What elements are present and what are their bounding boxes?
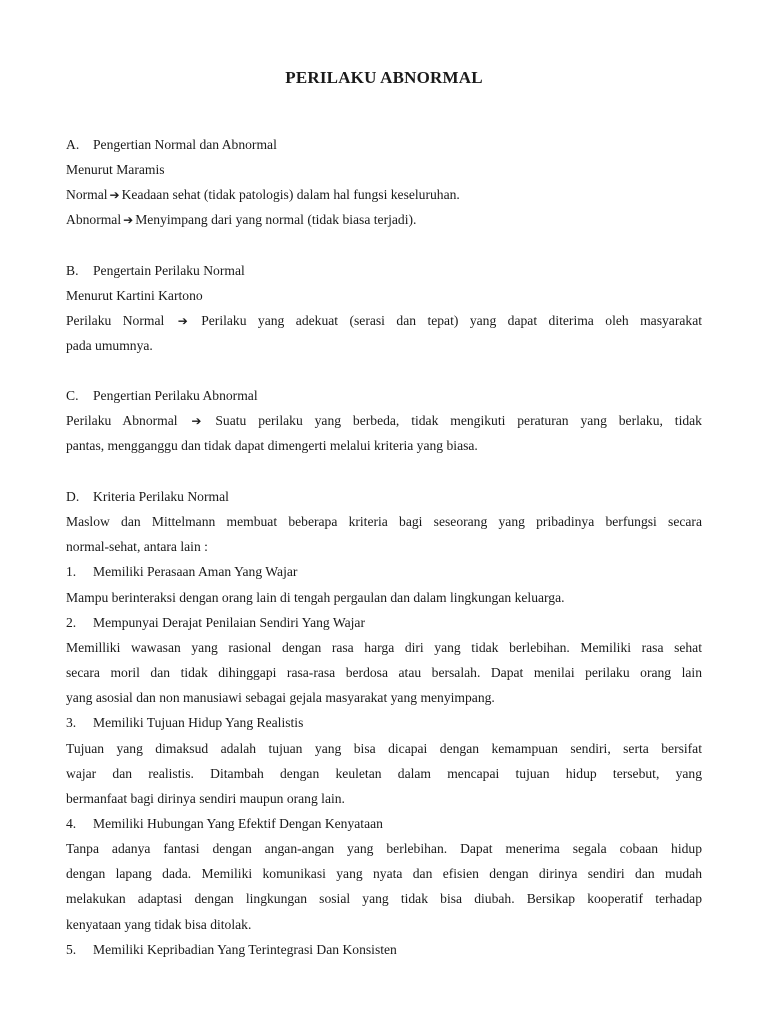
section-c-definition-line-2: pantas, mengganggu dan tidak dapat dimengerti melalui kriteria yang biasa. bbox=[66, 438, 478, 453]
section-b-marker: B. bbox=[66, 263, 79, 278]
section-a-source: Menurut Maramis bbox=[66, 162, 165, 177]
criteria-item-4-text-line: melakukan adaptasi dengan lingkungan sosial yang tidak bisa diubah. Bersikap kooperatif terhadap bbox=[66, 891, 702, 906]
criteria-item-title: Mempunyai Derajat Penilaian Sendiri Yang Wajar bbox=[93, 615, 365, 630]
arrow-right-icon: ➔ bbox=[177, 314, 188, 328]
section-c-marker: C. bbox=[66, 388, 79, 403]
perilaku-abnormal-definition: Suatu perilaku yang berbeda, tidak mengikuti peraturan yang berlaku, tidak bbox=[215, 413, 702, 428]
criteria-item-number: 3. bbox=[66, 715, 77, 730]
criteria-item-3-text-line: Tujuan yang dimaksud adalah tujuan yang bisa dicapai dengan kemampuan sendiri, serta bersifat bbox=[66, 741, 702, 756]
criteria-item-4-heading bbox=[66, 815, 702, 833]
section-a-marker: A. bbox=[66, 137, 80, 152]
perilaku-abnormal-term: Perilaku Abnormal bbox=[66, 413, 178, 428]
section-d-intro-line-1: Maslow dan Mittelmann membuat beberapa kriteria bagi seseorang yang pribadinya berfungsi secara bbox=[66, 514, 702, 529]
section-b-source: Menurut Kartini Kartono bbox=[66, 288, 203, 303]
criteria-item-title: Memiliki Perasaan Aman Yang Wajar bbox=[93, 564, 298, 579]
criteria-item-3-heading bbox=[66, 714, 702, 732]
criteria-item-5-heading bbox=[66, 941, 702, 959]
section-a-abnormal-definition bbox=[66, 211, 702, 229]
criteria-item-3-text-line: bermanfaat bagi dirinya sendiri maupun orang lain. bbox=[66, 791, 345, 806]
section-c-heading-text: Pengertian Perilaku Abnormal bbox=[93, 388, 258, 403]
criteria-item-4-text-line: Tanpa adanya fantasi dengan angan-angan yang berlebihan. Dapat menerima segala cobaan hidup bbox=[66, 841, 702, 856]
criteria-item-1-heading bbox=[66, 563, 702, 581]
criteria-item-4-text-line: dengan lapang dada. Memiliki komunikasi yang nyata dan efisien dengan dirinya sendiri dan mudah bbox=[66, 866, 702, 881]
criteria-item-number: 4. bbox=[66, 816, 77, 831]
section-b-definition-line-1 bbox=[66, 312, 702, 330]
section-b-heading bbox=[66, 262, 702, 280]
criteria-item-2-text-line: secara moril dan tidak dihinggapi rasa-rasa berdosa atau bersalah. Dapat menilai perilaku orang lain bbox=[66, 665, 702, 680]
section-d-heading bbox=[66, 488, 702, 506]
criteria-item-4-text-line: kenyataan yang tidak bisa ditolak. bbox=[66, 917, 252, 932]
abnormal-definition-text: Menyimpang dari yang normal (tidak biasa terjadi). bbox=[135, 212, 417, 227]
perilaku-normal-definition: Perilaku yang adekuat (serasi dan tepat) yang dapat diterima oleh masyarakat bbox=[201, 313, 702, 328]
criteria-item-2-text-line: Memilliki wawasan yang rasional dengan rasa harga diri yang tidak berlebihan. Memiliki rasa sehat bbox=[66, 640, 702, 655]
abnormal-term: Abnormal bbox=[66, 212, 122, 227]
section-c-heading bbox=[66, 387, 702, 405]
section-a-normal-definition bbox=[66, 186, 702, 204]
arrow-right-icon: ➔ bbox=[191, 414, 202, 428]
section-a-heading bbox=[66, 136, 702, 154]
criteria-item-title: Memiliki Hubungan Yang Efektif Dengan Kenyataan bbox=[93, 816, 383, 831]
criteria-item-3-text-line: wajar dan realistis. Ditambah dengan keuletan dalam mencapai tujuan hidup tersebut, yang bbox=[66, 766, 702, 781]
criteria-item-1-text-line: Mampu berinteraksi dengan orang lain di tengah pergaulan dan dalam lingkungan keluarga. bbox=[66, 590, 565, 605]
section-d-intro-line-2: normal-sehat, antara lain : bbox=[66, 539, 208, 554]
criteria-item-2-heading bbox=[66, 614, 702, 632]
criteria-item-title: Memiliki Kepribadian Yang Terintegrasi Dan Konsisten bbox=[93, 942, 397, 957]
criteria-item-title: Memiliki Tujuan Hidup Yang Realistis bbox=[93, 715, 304, 730]
arrow-right-icon: ➔ bbox=[123, 213, 134, 227]
section-a-heading-text: Pengertian Normal dan Abnormal bbox=[93, 137, 277, 152]
section-d-marker: D. bbox=[66, 489, 80, 504]
criteria-item-number: 2. bbox=[66, 615, 77, 630]
document-title: PERILAKU ABNORMAL bbox=[285, 68, 483, 87]
criteria-item-2-text-line: yang asosial dan non manusiawi sebagai gejala masyarakat yang menyimpang. bbox=[66, 690, 495, 705]
normal-definition-text: Keadaan sehat (tidak patologis) dalam hal fungsi keseluruhan. bbox=[121, 187, 460, 202]
perilaku-normal-term: Perilaku Normal bbox=[66, 313, 165, 328]
normal-term: Normal bbox=[66, 187, 108, 202]
section-b-heading-text: Pengertain Perilaku Normal bbox=[93, 263, 245, 278]
criteria-item-number: 5. bbox=[66, 942, 77, 957]
criteria-item-number: 1. bbox=[66, 564, 77, 579]
section-d-heading-text: Kriteria Perilaku Normal bbox=[93, 489, 229, 504]
section-c-definition-line-1 bbox=[66, 412, 702, 430]
arrow-right-icon: ➔ bbox=[109, 188, 120, 202]
section-b-definition-line-2: pada umumnya. bbox=[66, 338, 153, 353]
